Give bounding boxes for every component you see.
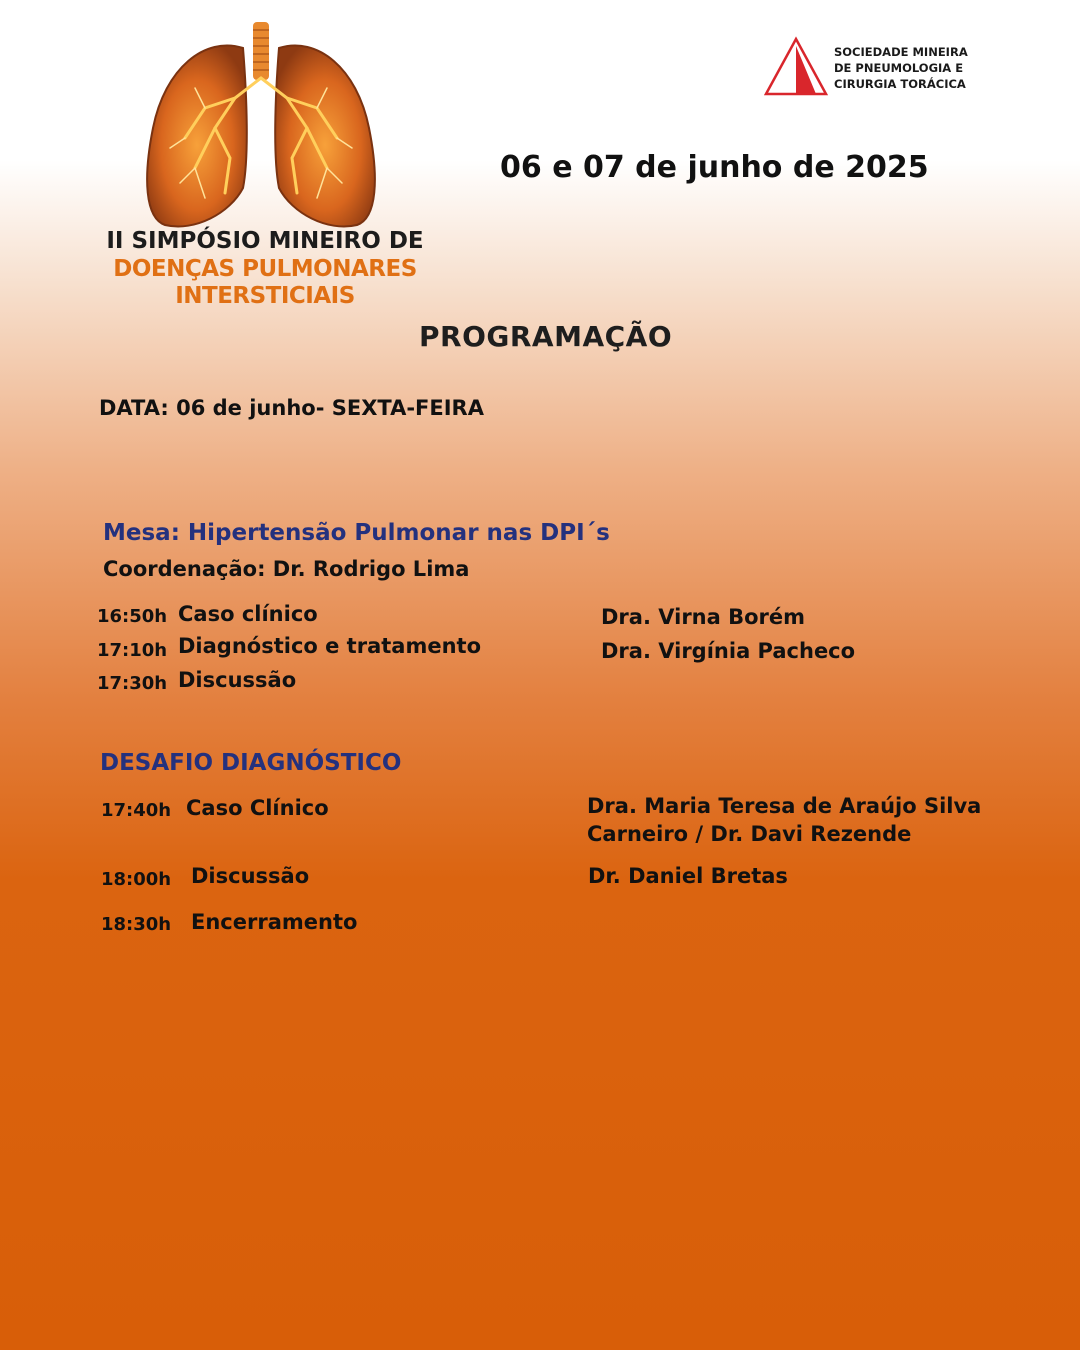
schedule-time: 18:00h xyxy=(101,869,172,890)
speaker-name: Dra. Virna Borém xyxy=(601,605,806,629)
event-dates: 06 e 07 de junho de 2025 xyxy=(500,150,929,185)
society-logo-text xyxy=(834,44,968,92)
day-heading: DATA: 06 de junho- SEXTA-FEIRA xyxy=(99,396,484,420)
schedule-activity: Caso Clínico xyxy=(186,796,329,820)
schedule-activity: Encerramento xyxy=(191,910,358,934)
schedule-activity: Discussão xyxy=(178,668,297,692)
schedule-time: 16:50h xyxy=(97,606,168,627)
schedule-activity: Diagnóstico e tratamento xyxy=(178,634,482,658)
speaker-name: Dra. Virgínia Pacheco xyxy=(601,639,856,663)
schedule-time: 17:30h xyxy=(97,673,168,694)
desafio-title: DESAFIO DIAGNÓSTICO xyxy=(100,750,402,776)
symposium-title-line1: II SIMPÓSIO MINEIRO DE xyxy=(106,228,424,254)
symposium-title-line2: DOENÇAS PULMONARES xyxy=(113,255,417,282)
schedule-activity: Discussão xyxy=(191,864,310,888)
schedule-time: 17:10h xyxy=(97,640,168,661)
schedule-activity: Caso clínico xyxy=(178,602,318,626)
program-title: PROGRAMAÇÃO xyxy=(419,320,673,353)
speaker-name: Dr. Daniel Bretas xyxy=(588,864,788,888)
speaker-name: Carneiro / Dr. Davi Rezende xyxy=(587,822,912,846)
lungs-illustration-icon xyxy=(135,18,385,233)
mesa-title: Mesa: Hipertensão Pulmonar nas DPI´s xyxy=(103,520,610,546)
logo-text-line1: SOCIEDADE MINEIRA xyxy=(834,45,968,59)
speaker-name: Dra. Maria Teresa de Araújo Silva xyxy=(587,794,982,818)
logo-text-line2: DE PNEUMOLOGIA E xyxy=(834,61,964,75)
symposium-title-line3: INTERSTICIAIS xyxy=(175,283,355,310)
mesa-coordination: Coordenação: Dr. Rodrigo Lima xyxy=(103,557,470,581)
schedule-time: 17:40h xyxy=(101,800,172,821)
symposium-title xyxy=(100,228,430,311)
logo-text-line3: CIRURGIA TORÁCICA xyxy=(834,77,966,91)
schedule-time: 18:30h xyxy=(101,914,172,935)
